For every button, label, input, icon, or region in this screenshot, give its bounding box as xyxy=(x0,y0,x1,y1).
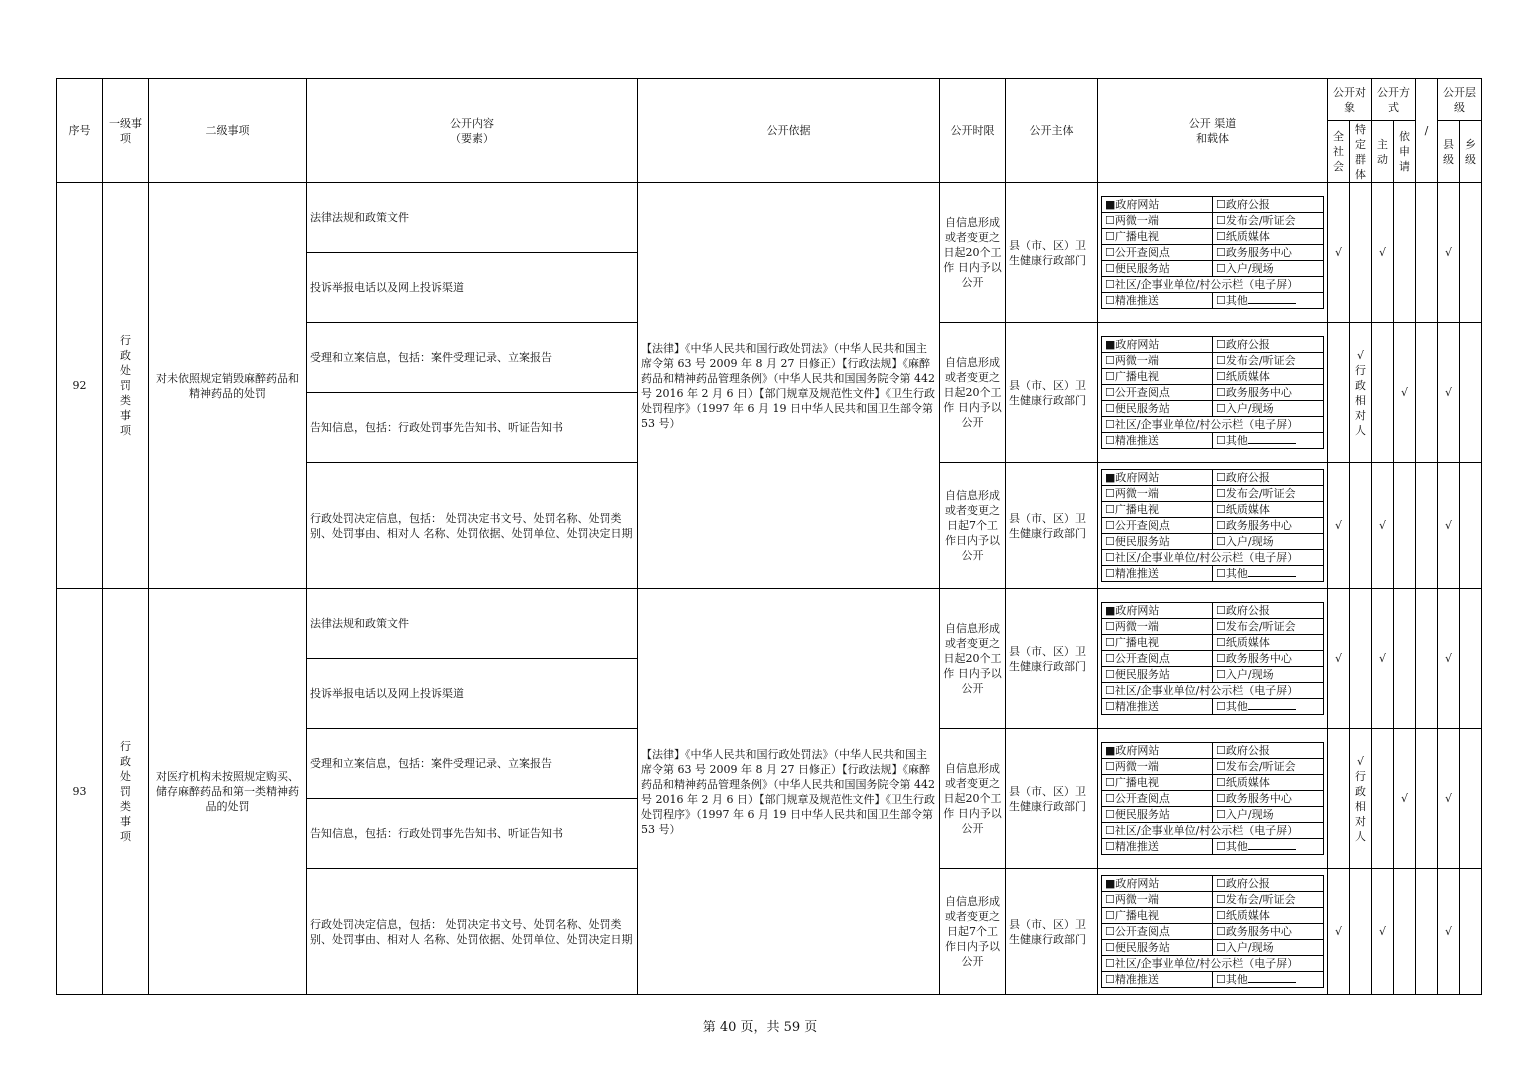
header-content: 公开内容 （要素） xyxy=(307,79,638,183)
mark-method-apply: √ xyxy=(1394,323,1416,463)
channel-other: ☐其他 xyxy=(1213,293,1324,309)
content-item: 告知信息，包括：行政处罚事先告知书、听证告知书 xyxy=(307,393,638,463)
header-method-apply: 依申请 xyxy=(1394,121,1416,183)
channel-list xyxy=(1101,336,1324,449)
channel-precise: ☐精准推送 xyxy=(1102,972,1213,988)
disclose-channel xyxy=(1098,729,1328,869)
mark-object-specific: √行政相对人 xyxy=(1350,729,1372,869)
channel-paper: ☐纸质媒体 xyxy=(1213,635,1324,651)
channel-reading: ☐公开查阅点 xyxy=(1102,651,1213,667)
row-level2: 对医疗机构未按照规定购买、储存麻醉药品和第一类精神药品的处罚 xyxy=(149,589,307,995)
disclose-subject: 县（市、区）卫 生健康行政部门 xyxy=(1006,463,1098,589)
mark-method-apply: √ xyxy=(1394,729,1416,869)
channel-convenience: ☐便民服务站 xyxy=(1102,534,1213,550)
channel-community: ☐社区/企事业单位/村公示栏（电子屏） xyxy=(1102,683,1324,699)
mark-tier-town xyxy=(1460,463,1482,589)
channel-press: ☐发布会/听证会 xyxy=(1213,213,1324,229)
channel-convenience: ☐便民服务站 xyxy=(1102,940,1213,956)
disclose-time: 自信息形成或者变更之日起7个工作日内予以公开 xyxy=(940,869,1006,995)
header-object-all: 全社会 xyxy=(1328,121,1350,183)
mark-tier-town xyxy=(1460,869,1482,995)
header-slash: / xyxy=(1416,79,1438,183)
channel-other: ☐其他 xyxy=(1213,972,1324,988)
mark-method-apply xyxy=(1394,463,1416,589)
mark-tier-county: √ xyxy=(1438,183,1460,323)
channel-community: ☐社区/企事业单位/村公示栏（电子屏） xyxy=(1102,417,1324,433)
disclosure-table xyxy=(56,78,1482,995)
row-basis: 【法律】《中华人民共和国行政处罚法》（中华人民共和国主席令第 63 号 2009 年 8 月 27 日修正）【行政法规】《麻醉药品和精神药品管理条例》（中华人民共和国国务院令第 442 号 2016 年 2 月 6 日）【部门规章及规范性文件】《卫生行政处罚程序》（1997 年 6 月 19 日中华人民共和国卫生部令第 53 号） xyxy=(638,589,940,995)
disclose-subject: 县（市、区）卫 生健康行政部门 xyxy=(1006,729,1098,869)
channel-two-micro: ☐两微一端 xyxy=(1102,213,1213,229)
content-item: 投诉举报电话以及网上投诉渠道 xyxy=(307,659,638,729)
channel-gov-gazette: ☐政府公报 xyxy=(1213,337,1324,353)
row-seq: 93 xyxy=(57,589,103,995)
disclose-channel xyxy=(1098,183,1328,323)
mark-object-specific xyxy=(1350,463,1372,589)
mark-tier-county: √ xyxy=(1438,463,1460,589)
channel-two-micro: ☐两微一端 xyxy=(1102,892,1213,908)
mark-object-all: √ xyxy=(1328,589,1350,729)
header-object-specific: 特定群体 xyxy=(1350,121,1372,183)
channel-reading: ☐公开查阅点 xyxy=(1102,385,1213,401)
channel-broadcast: ☐广播电视 xyxy=(1102,775,1213,791)
header-subject: 公开主体 xyxy=(1006,79,1098,183)
page-footer: 第 40 页，共 59 页 xyxy=(702,1020,818,1035)
content-item: 受理和立案信息，包括：案件受理记录、立案报告 xyxy=(307,729,638,799)
channel-precise: ☐精准推送 xyxy=(1102,699,1213,715)
channel-press: ☐发布会/听证会 xyxy=(1213,892,1324,908)
disclose-subject: 县（市、区）卫 生健康行政部门 xyxy=(1006,183,1098,323)
channel-paper: ☐纸质媒体 xyxy=(1213,908,1324,924)
mark-object-all: √ xyxy=(1328,463,1350,589)
header-method: 公开方式 xyxy=(1372,79,1416,121)
mark-object-specific xyxy=(1350,869,1372,995)
channel-gov-gazette: ☐政府公报 xyxy=(1213,197,1324,213)
channel-reading: ☐公开查阅点 xyxy=(1102,245,1213,261)
header-channel: 公开 渠道 和载体 xyxy=(1098,79,1328,183)
channel-paper: ☐纸质媒体 xyxy=(1213,775,1324,791)
content-item: 投诉举报电话以及网上投诉渠道 xyxy=(307,253,638,323)
mark-method-active: √ xyxy=(1372,869,1394,995)
channel-broadcast: ☐广播电视 xyxy=(1102,369,1213,385)
mark-slash xyxy=(1416,323,1438,463)
channel-other: ☐其他 xyxy=(1213,566,1324,582)
mark-method-active: √ xyxy=(1372,463,1394,589)
channel-other: ☐其他 xyxy=(1213,839,1324,855)
channel-convenience: ☐便民服务站 xyxy=(1102,667,1213,683)
channel-door: ☐入户/现场 xyxy=(1213,667,1324,683)
mark-slash xyxy=(1416,183,1438,323)
channel-list xyxy=(1101,469,1324,582)
channel-door: ☐入户/现场 xyxy=(1213,401,1324,417)
content-item: 法律法规和政策文件 xyxy=(307,183,638,253)
channel-gov-gazette: ☐政府公报 xyxy=(1213,876,1324,892)
channel-other: ☐其他 xyxy=(1213,433,1324,449)
row-level2: 对未依照规定销毁麻醉药品和精神药品的处罚 xyxy=(149,183,307,589)
mark-slash xyxy=(1416,463,1438,589)
channel-press: ☐发布会/听证会 xyxy=(1213,759,1324,775)
channel-convenience: ☐便民服务站 xyxy=(1102,807,1213,823)
content-item: 行政处罚决定信息，包括： 处罚决定书文号、处罚名称、处罚类别、处罚事由、相对人 名称、处罚依据、处罚单位、处罚决定日期 xyxy=(307,463,638,589)
disclose-time: 自信息形成或者变更之日起20个工 作 日内予以 公开 xyxy=(940,323,1006,463)
disclose-subject: 县（市、区）卫 生健康行政部门 xyxy=(1006,323,1098,463)
row-level1: 行政处罚类事项 xyxy=(103,183,149,589)
mark-method-apply xyxy=(1394,589,1416,729)
channel-gov-site: ■政府网站 xyxy=(1102,876,1213,892)
content-item: 行政处罚决定信息，包括： 处罚决定书文号、处罚名称、处罚类别、处罚事由、相对人 名称、处罚依据、处罚单位、处罚决定日期 xyxy=(307,869,638,995)
table-row xyxy=(57,589,1482,659)
channel-list xyxy=(1101,742,1324,855)
channel-precise: ☐精准推送 xyxy=(1102,433,1213,449)
channel-gov-gazette: ☐政府公报 xyxy=(1213,470,1324,486)
channel-press: ☐发布会/听证会 xyxy=(1213,619,1324,635)
mark-method-active xyxy=(1372,323,1394,463)
channel-community: ☐社区/企事业单位/村公示栏（电子屏） xyxy=(1102,956,1324,972)
channel-convenience: ☐便民服务站 xyxy=(1102,261,1213,277)
channel-broadcast: ☐广播电视 xyxy=(1102,229,1213,245)
header-tier-town: 乡级 xyxy=(1460,121,1482,183)
channel-door: ☐入户/现场 xyxy=(1213,940,1324,956)
channel-list xyxy=(1101,602,1324,715)
channel-reading: ☐公开查阅点 xyxy=(1102,791,1213,807)
channel-service-center: ☐政务服务中心 xyxy=(1213,791,1324,807)
content-item: 告知信息，包括：行政处罚事先告知书、听证告知书 xyxy=(307,799,638,869)
mark-tier-county: √ xyxy=(1438,323,1460,463)
channel-door: ☐入户/现场 xyxy=(1213,807,1324,823)
mark-method-apply xyxy=(1394,869,1416,995)
channel-reading: ☐公开查阅点 xyxy=(1102,518,1213,534)
row-basis: 【法律】《中华人民共和国行政处罚法》（中华人民共和国主席令第 63 号 2009 年 8 月 27 日修正）【行政法规】《麻醉药品和精神药品管理条例》（中华人民共和国国务院令第 442 号 2016 年 2 月 6 日）【部门规章及规范性文件】《卫生行政处罚程序》（1997 年 6 月 19 日中华人民共和国卫生部令第 53 号） xyxy=(638,183,940,589)
mark-object-all xyxy=(1328,729,1350,869)
header-level1: 一级事项 xyxy=(103,79,149,183)
channel-door: ☐入户/现场 xyxy=(1213,261,1324,277)
mark-tier-town xyxy=(1460,183,1482,323)
channel-community: ☐社区/企事业单位/村公示栏（电子屏） xyxy=(1102,550,1324,566)
mark-object-specific: √行政相对人 xyxy=(1350,323,1372,463)
mark-slash xyxy=(1416,589,1438,729)
header-basis: 公开依据 xyxy=(638,79,940,183)
channel-other: ☐其他 xyxy=(1213,699,1324,715)
channel-convenience: ☐便民服务站 xyxy=(1102,401,1213,417)
mark-slash xyxy=(1416,869,1438,995)
header-tier-county: 县级 xyxy=(1438,121,1460,183)
header-level2: 二级事项 xyxy=(149,79,307,183)
channel-broadcast: ☐广播电视 xyxy=(1102,502,1213,518)
mark-tier-county: √ xyxy=(1438,589,1460,729)
channel-reading: ☐公开查阅点 xyxy=(1102,924,1213,940)
table-row xyxy=(57,183,1482,253)
mark-object-all: √ xyxy=(1328,869,1350,995)
mark-tier-county: √ xyxy=(1438,869,1460,995)
channel-broadcast: ☐广播电视 xyxy=(1102,908,1213,924)
channel-gov-site: ■政府网站 xyxy=(1102,743,1213,759)
channel-service-center: ☐政务服务中心 xyxy=(1213,651,1324,667)
mark-method-apply xyxy=(1394,183,1416,323)
content-item: 受理和立案信息，包括：案件受理记录、立案报告 xyxy=(307,323,638,393)
mark-tier-town xyxy=(1460,323,1482,463)
mark-method-active: √ xyxy=(1372,589,1394,729)
header-method-active: 主动 xyxy=(1372,121,1394,183)
disclose-channel xyxy=(1098,869,1328,995)
channel-community: ☐社区/企事业单位/村公示栏（电子屏） xyxy=(1102,277,1324,293)
channel-community: ☐社区/企事业单位/村公示栏（电子屏） xyxy=(1102,823,1324,839)
mark-object-all: √ xyxy=(1328,183,1350,323)
header-seq: 序号 xyxy=(57,79,103,183)
channel-service-center: ☐政务服务中心 xyxy=(1213,924,1324,940)
channel-two-micro: ☐两微一端 xyxy=(1102,353,1213,369)
channel-precise: ☐精准推送 xyxy=(1102,293,1213,309)
channel-gov-site: ■政府网站 xyxy=(1102,337,1213,353)
channel-list xyxy=(1101,875,1324,988)
header-time: 公开时限 xyxy=(940,79,1006,183)
channel-broadcast: ☐广播电视 xyxy=(1102,635,1213,651)
channel-service-center: ☐政务服务中心 xyxy=(1213,518,1324,534)
disclose-channel xyxy=(1098,589,1328,729)
mark-slash xyxy=(1416,729,1438,869)
mark-object-specific xyxy=(1350,183,1372,323)
channel-paper: ☐纸质媒体 xyxy=(1213,502,1324,518)
mark-tier-town xyxy=(1460,729,1482,869)
channel-two-micro: ☐两微一端 xyxy=(1102,486,1213,502)
channel-gov-gazette: ☐政府公报 xyxy=(1213,743,1324,759)
channel-list xyxy=(1101,196,1324,309)
disclose-time: 自信息形成或者变更之日起20个工 作 日内予以 公开 xyxy=(940,589,1006,729)
channel-service-center: ☐政务服务中心 xyxy=(1213,245,1324,261)
header-tier: 公开层级 xyxy=(1438,79,1482,121)
channel-paper: ☐纸质媒体 xyxy=(1213,229,1324,245)
disclose-channel xyxy=(1098,463,1328,589)
disclose-time: 自信息形成或者变更之日起20个工 作 日内予以 公开 xyxy=(940,729,1006,869)
channel-gov-site: ■政府网站 xyxy=(1102,197,1213,213)
disclose-time: 自信息形成或者变更之日起7个工作日内予以公开 xyxy=(940,463,1006,589)
channel-gov-gazette: ☐政府公报 xyxy=(1213,603,1324,619)
channel-precise: ☐精准推送 xyxy=(1102,566,1213,582)
row-level1: 行政处罚类事项 xyxy=(103,589,149,995)
channel-paper: ☐纸质媒体 xyxy=(1213,369,1324,385)
content-item: 法律法规和政策文件 xyxy=(307,589,638,659)
channel-precise: ☐精准推送 xyxy=(1102,839,1213,855)
channel-gov-site: ■政府网站 xyxy=(1102,603,1213,619)
row-seq: 92 xyxy=(57,183,103,589)
channel-door: ☐入户/现场 xyxy=(1213,534,1324,550)
mark-method-active: √ xyxy=(1372,183,1394,323)
header-object: 公开对象 xyxy=(1328,79,1372,121)
channel-service-center: ☐政务服务中心 xyxy=(1213,385,1324,401)
disclose-channel xyxy=(1098,323,1328,463)
channel-two-micro: ☐两微一端 xyxy=(1102,759,1213,775)
mark-method-active xyxy=(1372,729,1394,869)
disclose-subject: 县（市、区）卫 生健康行政部门 xyxy=(1006,589,1098,729)
channel-press: ☐发布会/听证会 xyxy=(1213,486,1324,502)
disclose-subject: 县（市、区）卫 生健康行政部门 xyxy=(1006,869,1098,995)
mark-object-all xyxy=(1328,323,1350,463)
channel-press: ☐发布会/听证会 xyxy=(1213,353,1324,369)
mark-tier-county: √ xyxy=(1438,729,1460,869)
channel-two-micro: ☐两微一端 xyxy=(1102,619,1213,635)
mark-tier-town xyxy=(1460,589,1482,729)
mark-object-specific xyxy=(1350,589,1372,729)
disclose-time: 自信息形成或者变更之日起20个工 作 日内予以 公开 xyxy=(940,183,1006,323)
channel-gov-site: ■政府网站 xyxy=(1102,470,1213,486)
